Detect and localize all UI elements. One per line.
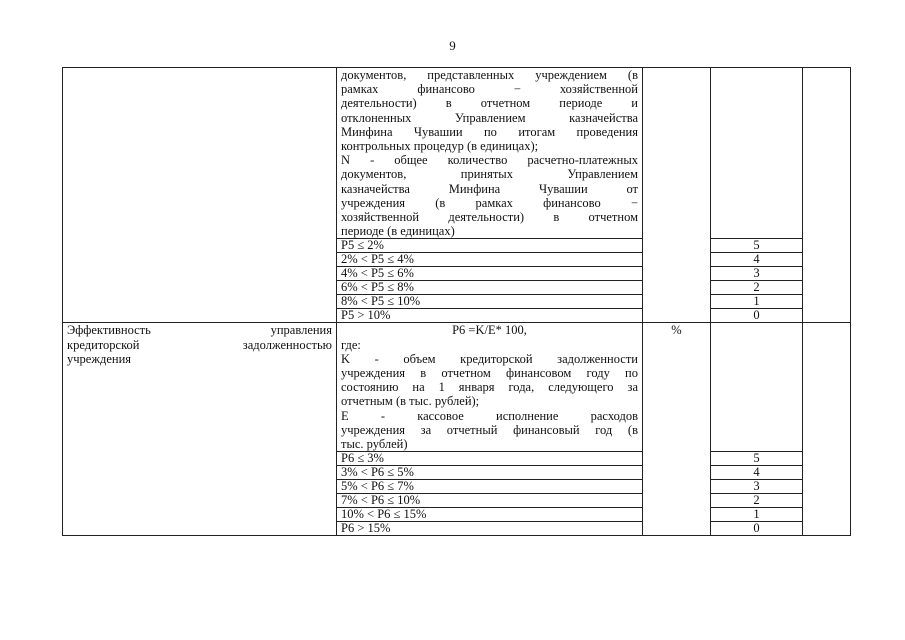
condition-cell: P6 ≤ 3% — [337, 452, 643, 466]
condition-cell: 4% < P5 ≤ 6% — [337, 267, 643, 281]
indicator-name-line: кредиторской задолженностью — [67, 337, 332, 352]
description-line: документов, представленных учреждением (в — [341, 68, 638, 82]
score-cell: 4 — [711, 466, 803, 480]
description-line: тыс. рублей) — [341, 437, 408, 452]
description-line: K - объем кредиторской задолженности — [341, 351, 638, 366]
weight-cell — [803, 323, 851, 536]
description-line: учреждения в отчетном финансовом году по — [341, 366, 638, 381]
description-line: документов, принятых Управлением — [341, 167, 638, 182]
score-cell: 1 — [711, 295, 803, 309]
weight-cell — [803, 68, 851, 323]
criteria-table — [62, 67, 851, 536]
indicator-name-line: Эффективность управления — [67, 323, 332, 338]
condition-cell: P6 > 15% — [337, 522, 643, 536]
description-line: Минфина Чувашии по итогам проведения — [341, 124, 638, 139]
description-line: отчетным (в тыс. рублей); — [341, 394, 480, 409]
description-line: E - кассовое исполнение расходов — [341, 408, 638, 423]
indicator-name-line: учреждения — [67, 351, 132, 366]
description-line: периоде (в единицах) — [341, 224, 455, 239]
description-line: N - общее количество расчетно-платежных — [341, 153, 638, 168]
description-line: деятельности) в отчетном периоде и — [341, 96, 638, 111]
condition-cell: 3% < P6 ≤ 5% — [337, 466, 643, 480]
formula: P6 =K/E* 100, — [452, 323, 527, 338]
indicator-row-p6 — [63, 323, 851, 452]
score-cell: 5 — [711, 452, 803, 466]
condition-cell: 10% < P6 ≤ 15% — [337, 508, 643, 522]
score-cell: 3 — [711, 267, 803, 281]
description-line: казначейства Минфина Чувашии от — [341, 181, 638, 196]
condition-cell: 8% < P5 ≤ 10% — [337, 295, 643, 309]
condition-cell: 5% < P6 ≤ 7% — [337, 480, 643, 494]
score-cell: 1 — [711, 508, 803, 522]
score-cell: 0 — [711, 522, 803, 536]
score-cell: 3 — [711, 480, 803, 494]
score-cell: 0 — [711, 309, 803, 323]
score-cell: 2 — [711, 281, 803, 295]
indicator-row-p5 — [63, 68, 851, 239]
indicator-name-cell — [63, 68, 337, 323]
description-line: учреждения (в рамках финансово − — [341, 195, 638, 210]
score-cell — [711, 68, 803, 239]
description-line: где: — [341, 337, 361, 352]
description-line: хозяйственной деятельности) в отчетном — [341, 210, 638, 225]
unit-cell: % — [643, 323, 711, 536]
indicator-description-cell — [337, 68, 643, 239]
condition-cell: 6% < P5 ≤ 8% — [337, 281, 643, 295]
description-line: учреждения за отчетный финансовый год (в — [341, 422, 638, 437]
indicator-description-cell — [337, 323, 643, 452]
description-line: отклоненных Управлением казначейства — [341, 110, 638, 125]
score-cell: 5 — [711, 239, 803, 253]
indicator-name-cell — [63, 323, 337, 536]
score-cell — [711, 323, 803, 452]
score-cell: 2 — [711, 494, 803, 508]
description-line: контрольных процедур (в единицах); — [341, 139, 539, 154]
unit-cell — [643, 68, 711, 323]
description-line: состоянию на 1 января года, следующего за — [341, 380, 638, 395]
condition-cell: 2% < P5 ≤ 4% — [337, 253, 643, 267]
condition-cell: 7% < P6 ≤ 10% — [337, 494, 643, 508]
condition-cell: P5 ≤ 2% — [337, 239, 643, 253]
page-number: 9 — [449, 38, 456, 53]
score-cell: 4 — [711, 253, 803, 267]
description-line: рамках финансово − хозяйственной — [341, 82, 638, 97]
condition-cell: P5 > 10% — [337, 309, 643, 323]
